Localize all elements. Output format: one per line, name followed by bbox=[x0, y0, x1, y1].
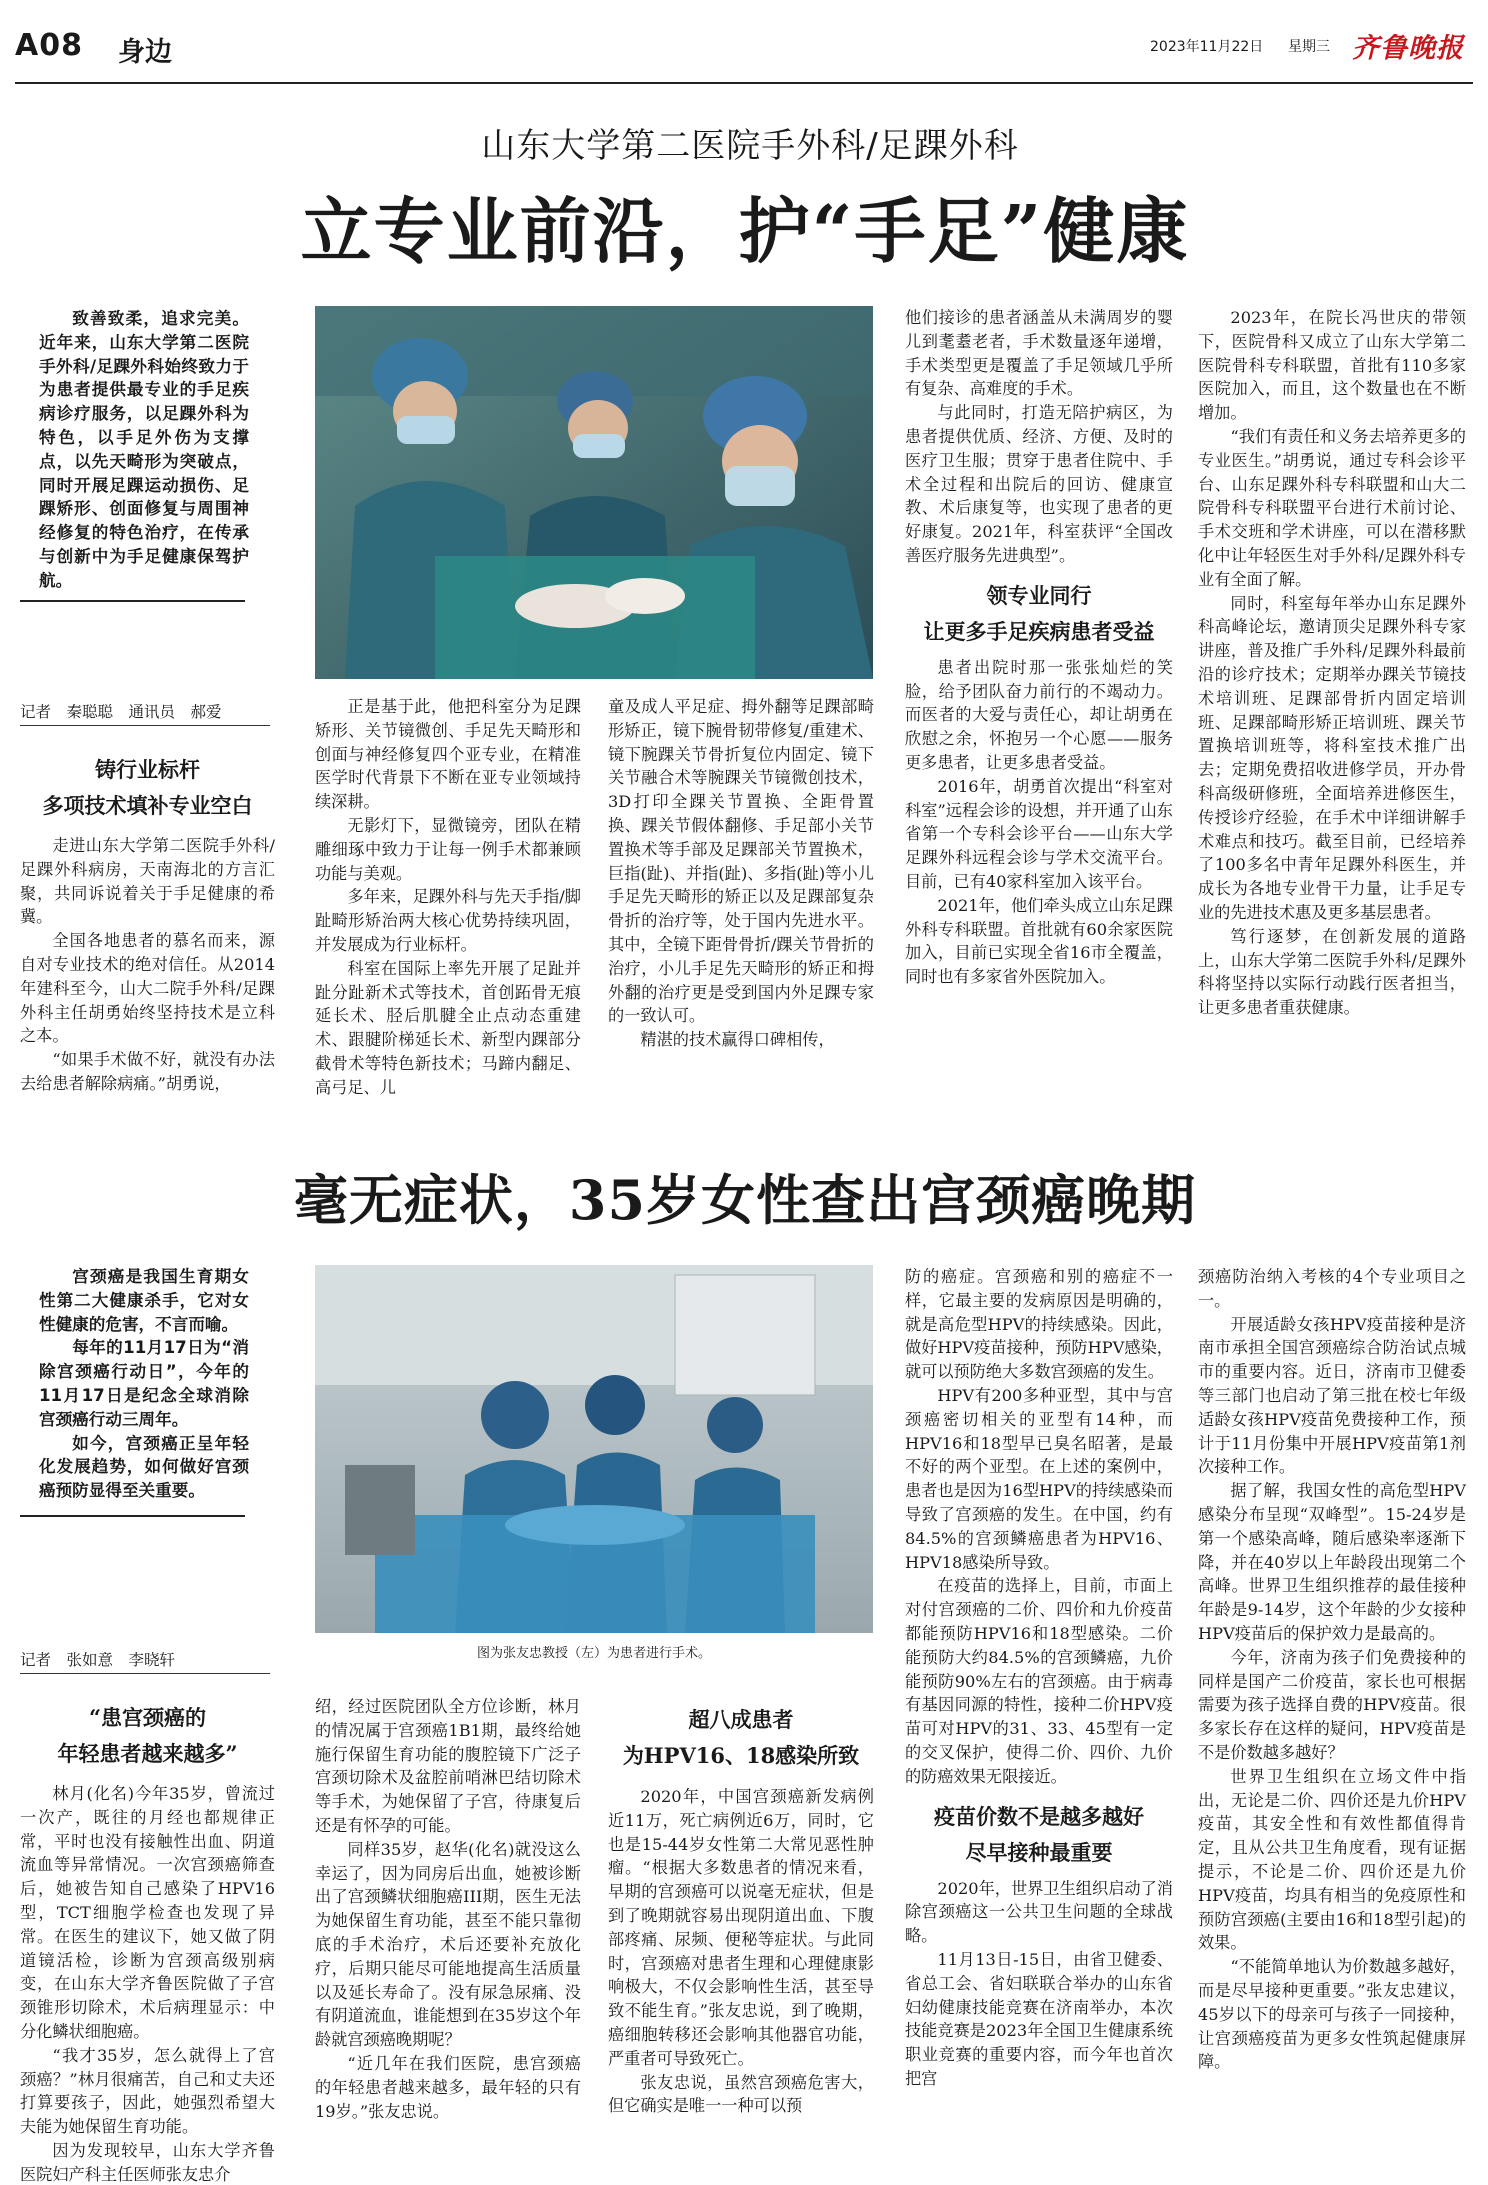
issue-date: 2023年11月22日 bbox=[1150, 39, 1264, 55]
paragraph: 颈癌防治纳入考核的4个专业项目之一。 bbox=[1198, 1267, 1466, 1310]
article2-column-4 bbox=[905, 1265, 1173, 2091]
paragraph: 笃行逐梦，在创新发展的道路上，山东大学第二医院手外科/足踝外科将坚持以实际行动践行医者担当，让更多患者重获健康。 bbox=[1198, 926, 1466, 1018]
operating-room-illustration bbox=[315, 1265, 873, 1633]
subhead-line: 年轻患者越来越多” bbox=[57, 1741, 238, 1766]
subhead-line: 疫苗价数不是越多越好 bbox=[934, 1803, 1144, 1829]
article1-subhead-1 bbox=[20, 752, 275, 824]
paragraph: 正是基于此，他把科室分为足踝矫形、关节镜微创、手足先天畸形和创面与神经修复四个亚专业，在精准医学时代背景下不断在亚专业领域持续深耕。 bbox=[315, 697, 581, 812]
paragraph: 张友忠说，虽然宫颈癌危害大，但它确实是唯一一种可以预 bbox=[608, 2072, 874, 2116]
paragraph: 童及成人平足症、拇外翻等足踝部畸形矫正，镜下腕骨韧带修复/重建术、镜下腕踝关节骨折复位内固定、镜下关节融合术等腕踝关节镜微创技术，3D打印全踝关节置换、全距骨置换、踝关节假体翻修、手足部小关节置换术等手部及足踝部关节置换术，巨指(趾)、并指(趾)、多指(趾)等小儿手足先天畸形的矫正以及足踝部复杂骨折的治疗等，处于国内先进水平。其中，全镜下距骨骨折/踝关节骨折的治疗，小儿手足先天畸形的矫正和拇外翻的治疗更是受到国内外足踝专家的一致认可。 bbox=[608, 697, 874, 1026]
paragraph: 他们接诊的患者涵盖从未满周岁的婴儿到耄耋老者，手术数量逐年递增，手术类型更是覆盖了手足领域几乎所有复杂、高难度的手术。 bbox=[905, 308, 1173, 399]
paragraph: 在疫苗的选择上，目前，市面上对付宫颈癌的二价、四价和九价疫苗都能预防HPV16和18型感染。二价能预防大约84.5%的宫颈鳞癌，九价能预防90%左右的宫颈癌。由于病毒有基因同源的特性，接种二价HPV疫苗可对HPV的31、33、45型有一定的交叉保护，使得二价、四价、九价的防癌效果无限接近。 bbox=[905, 1576, 1173, 1786]
article2-subhead-1 bbox=[20, 1700, 275, 1772]
article2-column-1 bbox=[20, 1782, 275, 2185]
article2-column-2 bbox=[315, 1695, 581, 2123]
paragraph: 世界卫生组织在立场文件中指出，无论是二价、四价还是九价HPV疫苗，其安全性和有效性都值得肯定，且从公共卫生角度看，现有证据提示，不论是二价、四价还是九价HPV疫苗，均具有相当的免疫原性和预防宫颈癌(主要由16和18型引起)的效果。 bbox=[1198, 1766, 1466, 1953]
article1-subhead-2 bbox=[905, 578, 1173, 650]
subhead-line: 让更多手足疾病患者受益 bbox=[923, 618, 1155, 644]
paragraph: 多年来，足踝外科与先天手指/脚趾畸形矫治两大核心优势持续巩固，并发展成为行业标杆。 bbox=[315, 887, 581, 954]
article1-column-4 bbox=[905, 306, 1173, 989]
surgery-photo-1 bbox=[315, 306, 873, 679]
surgeons-operating-illustration bbox=[315, 306, 873, 679]
article2-column-5 bbox=[1198, 1265, 1466, 2074]
paragraph: HPV有200多种亚型，其中与宫颈癌密切相关的亚型有14种，而HPV16和18型早已臭名昭著，是最不好的两个亚型。在上述的案例中，患者也是因为16型HPV的持续感染而导致了宫颈癌的发生。在中国，约有84.5%的宫颈鳞癌患者为HPV16、HPV18感染所导致。 bbox=[905, 1385, 1173, 1572]
paragraph: 患者出院时那一张张灿烂的笑脸，给予团队奋力前行的不竭动力。而医者的大爱与责任心，却让胡勇在欣慰之余，怀抱另一个心愿——服务更多患者，让更多患者受益。 bbox=[905, 657, 1173, 772]
lead-paragraph: 宫颈癌是我国生育期女性第二大健康杀手，它对女性健康的危害，不言而喻。 bbox=[39, 1267, 249, 1334]
paragraph: 走进山东大学第二医院手外科/足踝外科病房，天南海北的方言汇聚，共同诉说着关于手足健康的希冀。 bbox=[20, 836, 275, 927]
lead-divider bbox=[20, 1515, 245, 1517]
lead-paragraph: 如今，宫颈癌正呈年轻化发展趋势，如何做好宫颈癌预防显得至关重要。 bbox=[39, 1433, 249, 1501]
paragraph: 全国各地患者的慕名而来，源自对专业技术的绝对信任。从2014年建科至今，山大二院手外科/足踝外科主任胡勇始终坚持技术是立科之本。 bbox=[20, 931, 275, 1046]
subhead-line: 领专业同行 bbox=[986, 582, 1092, 608]
paragraph: “不能简单地认为价数越多越好，而是尽早接种更重要。”张友忠建议，45岁以下的母亲可与孩子一同接种，让宫颈癌疫苗为更多女性筑起健康屏障。 bbox=[1198, 1957, 1466, 2072]
surgery-photo-2 bbox=[315, 1265, 873, 1633]
article2-title: 毫无症状，35岁女性查出宫颈癌晚期 bbox=[293, 1168, 1197, 1232]
article1-column-3 bbox=[608, 695, 874, 1052]
paragraph: 防的癌症。宫颈癌和别的癌症不一样，它最主要的发病原因是明确的，就是高危型HPV的持续感染。因此，做好HPV疫苗接种，预防HPV感染，就可以预防绝大多数宫颈癌的发生。 bbox=[905, 1267, 1173, 1382]
lead-paragraph: 每年的11月17日为“消除宫颈癌行动日”，今年的11月17日是纪念全球消除宫颈癌行动三周年。 bbox=[39, 1338, 249, 1429]
paragraph: 科室在国际上率先开展了足趾并趾分趾新术式等技术，首创跖骨无痕延长术、胫后肌腱全止点动态重建术、跟腱阶梯延长术、新型内踝部分截骨术等特色新技术；马蹄内翻足、高弓足、儿 bbox=[315, 958, 581, 1097]
paragraph: 2020年，世界卫生组织启动了消除宫颈癌这一公共卫生问题的全球战略。 bbox=[905, 1878, 1173, 1946]
article1-column-2 bbox=[315, 695, 581, 1100]
paragraph: 同样35岁，赵华(化名)就没这么幸运了，因为同房后出血，她被诊断出了宫颈鳞状细胞癌III期，医生无法为她保留生育功能，甚至不能只靠彻底的手术治疗，术后还要补充放化疗，后期只能尽可能地提高生活质量以及延长寿命了。没有尿急尿痛、没有阴道流血，谁能想到在35岁这个年龄就宫颈癌晚期呢？ bbox=[315, 1839, 581, 2050]
paragraph: 同时，科室每年举办山东足踝外科高峰论坛，邀请顶尖足踝外科专家讲座，普及推广手外科/足踝外科最前沿的诊疗技术；定期举办踝关节镜技术培训班、足踝部骨折内固定培训班、足踝部畸形矫正培训班、踝关节置换培训班等，将科室技术推广出去；定期免费招收进修学员，开办骨科高级研修班，全面培养进修医生，传授诊疗经验，在手术中详细讲解手术难点和技巧。截至目前，已经培养了100多名中青年足踝外科医生，并成长为各地专业骨干力量，让手足专业的先进技术惠及更多基层患者。 bbox=[1198, 593, 1466, 922]
paragraph: 今年，济南为孩子们免费接种的同样是国产二价疫苗，家长也可根据需要为孩子选择自费的HPV疫苗。很多家长存在这样的疑问，HPV疫苗是不是价数越多越好？ bbox=[1198, 1647, 1466, 1762]
paragraph: 无影灯下，显微镜旁，团队在精雕细琢中致力于让每一例手术都兼顾功能与美观。 bbox=[315, 815, 581, 883]
article2-column-3 bbox=[608, 1785, 874, 2118]
paragraph: 2020年，中国宫颈癌新发病例近11万，死亡病例近6万，同时，它也是15-44岁女性第二大常见恶性肿瘤。“根据大多数患者的情况来看，早期的宫颈癌可以说毫无症状，但是到了晚期就容易出现阴道出血、下腹部疼痛、尿频、便秘等症状。与此同时，宫颈癌对患者生理和心理健康影响极大，不仅会影响性生活，甚至导致不能生育。”张友忠说，到了晚期，癌细胞转移还会影响其他器官功能，严重者可导致死亡。 bbox=[608, 1787, 874, 2068]
paragraph: 2021年，他们牵头成立山东足踝外科专科联盟。首批就有60余家医院加入，目前已实现全省16市全覆盖，同时也有多家省外医院加入。 bbox=[905, 895, 1173, 987]
photo-caption: 图为张友忠教授（左）为患者进行手术。 bbox=[476, 1646, 711, 1661]
article2-subhead-3 bbox=[905, 1799, 1173, 1871]
page-code: A08 bbox=[15, 28, 83, 63]
article1-column-5 bbox=[1198, 306, 1466, 1020]
paragraph: 2016年，胡勇首次提出“科室对科室”远程会诊的设想，并开通了山东省第一个专科会诊平台——山东大学足踝外科远程会诊与学术交流平台。目前，已有40家科室加入该平台。 bbox=[905, 776, 1173, 891]
newspaper-logo: 齐鲁晚报 bbox=[1352, 33, 1464, 64]
article2-lead bbox=[39, 1265, 249, 1503]
paragraph: “我们有责任和义务去培养更多的专业医生。”胡勇说，通过专科会诊平台、山东足踝外科专科联盟和山大二院骨科专科联盟平台进行术前讨论、手术交班和学术讲座，可以在潜移默化中让年轻医生对手外科/足踝外科专业有全面了解。 bbox=[1198, 426, 1466, 589]
issue-weekday: 星期三 bbox=[1288, 39, 1330, 55]
paragraph: 11月13日-15日，由省卫健委、省总工会、省妇联联合举办的山东省妇幼健康技能竞赛在济南举办，本次技能竞赛是2023年全国卫生健康系统职业竞赛的重要内容，而今年也首次把宫 bbox=[905, 1949, 1173, 2088]
paragraph: 因为发现较早，山东大学齐鲁医院妇产科主任医师张友忠介 bbox=[20, 2140, 275, 2184]
lead-divider bbox=[20, 600, 245, 602]
subhead-line: 铸行业标杆 bbox=[95, 757, 200, 782]
paragraph: 与此同时，打造无陪护病区，为患者提供优质、经济、方便、及时的医疗卫生服；贯穿于患者住院中、手术全过程和出院后的回访、健康宣教、术后康复等，也实现了患者的更好康复。2021年，科室获评“全国改善医疗服务先进典型”。 bbox=[905, 403, 1173, 565]
subhead-line: 超八成患者 bbox=[688, 1707, 794, 1732]
subhead-line: 尽早接种最重要 bbox=[965, 1839, 1113, 1865]
article1-byline: 记者 秦聪聪 通讯员 郝爱 bbox=[20, 700, 270, 726]
paragraph: “我才35岁，怎么就得上了宫颈癌？”林月很痛苦，自己和丈夫还打算要孩子，因此，她强烈希望大夫能为她保留生育功能。 bbox=[20, 2045, 275, 2137]
section-name: 身边 bbox=[118, 37, 172, 68]
paragraph: 林月(化名)今年35岁，曾流过一次产，既往的月经也都规律正常，平时也没有接触性出血、阴道流血等异常情况。一次宫颈癌筛查后，她被告知自己感染了HPV16型，TCT细胞学检查也发现了异常。在医生的建议下，她又做了阴道镜活检，诊断为宫颈高级别病变，在山东大学齐鲁医院做了子宫颈锥形切除术，术后病理显示：中分化鳞状细胞癌。 bbox=[20, 1784, 275, 2041]
article2-byline: 记者 张如意 李晓轩 bbox=[20, 1648, 270, 1674]
paragraph: 2023年，在院长冯世庆的带领下，医院骨科又成立了山东大学第二医院骨科专科联盟，首批有110多家医院加入，而且，这个数量也在不断增加。 bbox=[1198, 308, 1466, 423]
article1-lead: 致善致柔，追求完美。近年来，山东大学第二医院手外科/足踝外科始终致力于为患者提供最专业的手足疾病诊疗服务，以足踝外科为特色，以手足外伤为支撑点，以先天畸形为突破点，同时开展足踝运动损伤、足踝矫形、创面修复与周围神经修复的特色治疗，在传承与创新中为手足健康保驾护航。 bbox=[39, 309, 249, 590]
header-rule bbox=[15, 82, 1473, 84]
paragraph: “如果手术做不好，就没有办法去给患者解除病痛。”胡勇说， bbox=[20, 1050, 275, 1093]
paragraph: 据了解，我国女性的高危型HPV感染分布呈现“双峰型”。15-24岁是第一个感染高峰，随后感染率逐渐下降，并在40岁以上年龄段出现第二个高峰。世界卫生组织推荐的最佳接种年龄是9-14岁，这个年龄的少女接种HPV疫苗后的保护效力是最高的。 bbox=[1198, 1481, 1466, 1643]
article1-title: 立专业前沿，护“手足”健康 bbox=[300, 189, 1190, 273]
paragraph: 绍，经过医院团队全方位诊断，林月的情况属于宫颈癌1B1期，最终给她施行保留生育功能的腹腔镜下广泛子宫颈切除术及盆腔前哨淋巴结切除术等手术，为她保留了子宫，待康复后还是有怀孕的可能。 bbox=[315, 1697, 581, 1835]
subhead-line: 多项技术填补专业空白 bbox=[42, 793, 253, 818]
article2-subhead-2 bbox=[608, 1702, 874, 1774]
paragraph: “近几年在我们医院，患宫颈癌的年轻患者越来越多，最年轻的只有19岁。”张友忠说。 bbox=[315, 2053, 581, 2121]
article1-column-1 bbox=[20, 834, 275, 1096]
article1-kicker: 山东大学第二医院手外科/足踝外科 bbox=[481, 126, 1019, 166]
paragraph: 精湛的技术赢得口碑相传， bbox=[640, 1030, 835, 1050]
subhead-line: “患宫颈癌的 bbox=[88, 1705, 207, 1730]
subhead-line: 为HPV16、18感染所致 bbox=[622, 1743, 860, 1768]
paragraph: 开展适龄女孩HPV疫苗接种是济南市承担全国宫颈癌综合防治试点城市的重要内容。近日，济南市卫健委等三部门也启动了第三批在校七年级适龄女孩HPV疫苗免费接种工作，预计于11月份集中开展HPV疫苗第1剂次接种工作。 bbox=[1198, 1314, 1466, 1477]
